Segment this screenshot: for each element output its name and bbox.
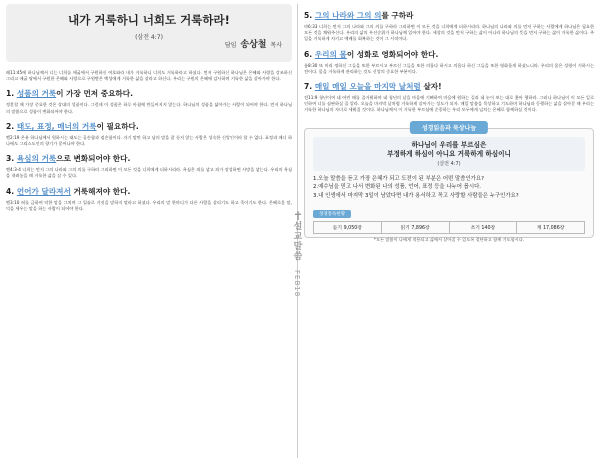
section-heading-rest: 살자! <box>420 82 442 92</box>
reading-stats-table <box>313 221 585 234</box>
verse-line-2: 부정하게 하심이 아니요 거룩하게 하심이니 <box>387 149 511 158</box>
meditation-footer: *모든 말씀이 나에게 적용되고 삶에서 살아질 수 있도록 결단하고 함께 기도합시다. <box>373 237 525 243</box>
vertical-char-2: 교 <box>293 232 303 242</box>
vertical-char-4: 씀 <box>293 252 303 262</box>
memory-verse-box <box>313 137 585 171</box>
section-highlight: 그의 나라와 그의 의 <box>314 11 382 20</box>
section-body: 벧4:3-4 너희는 먼저 그의 나라와 그의 의를 구하라 그리하면 이 모든 것을 너희에게 더하시리라. 욕심은 죄를 낳고 죄가 장성하면 사망을 낳는다. 우리의 욕심을 내려놓을 때 거룩한 삶을 살 수 있다. <box>6 167 292 179</box>
section-highlight: 우리의 몸 <box>314 49 347 59</box>
stat-write: 쓰기 140장 <box>450 222 518 233</box>
section-heading-rest: 으로 변화되어야 한다. <box>56 154 131 164</box>
section-highlight: 욕심의 거룩 <box>16 154 57 164</box>
section-highlight: 태도, 표정, 매너의 거룩 <box>16 121 97 131</box>
stat-listen: 듣기 9,050장 <box>314 222 382 233</box>
section-heading <box>304 10 594 21</box>
reading-stats-label: 성경통독현황 <box>313 210 351 218</box>
section-number: 2. <box>6 121 15 131</box>
question-item: 2.예수님을 믿고 나서 변화된 나의 성품, 언어, 표정 등을 나누어 봅시다. <box>313 184 482 191</box>
stat-total: 계 17,086장 <box>536 226 565 232</box>
question-list <box>313 175 585 201</box>
section-number: 3. <box>6 154 15 164</box>
section-heading-rest: 이 성화로 영화되어야 한다. <box>346 49 439 59</box>
section-number: 1. <box>6 89 15 99</box>
section-body: 벧3:10 혀를 금하여 악한 말을 그치며 그 입술로 거짓을 말하지 말라고 하셨다. 우리의 말 한마디가 다른 사람을 살리기도 하고 죽이기도 한다. 은혜로운 말, 덕을 세우는 말을 하는 사람이 되어야 한다. <box>6 199 292 211</box>
verse-reference: (살전 4:7) <box>437 160 461 167</box>
vertical-char-1: 설 <box>293 222 303 232</box>
section-heading-rest: 거룩해져야 한다. <box>70 186 131 196</box>
sermon-section-4 <box>6 186 292 212</box>
section-heading <box>6 186 292 197</box>
section-heading-rest: 를 구하라 <box>381 11 414 20</box>
section-heading <box>304 49 594 60</box>
section-heading-rest: 이 필요하다. <box>96 121 139 131</box>
section-heading <box>304 81 594 92</box>
sermon-section-7 <box>304 81 594 114</box>
vertical-char-3: 말 <box>293 242 303 252</box>
vertical-date: FEB18 <box>293 270 301 298</box>
section-body: 벧2:19 온유 하나님께서 원하시는 태도는 공손함과 겸손함이다. 자기 말만 하고 남의 말을 잘 듣지 않는 사람은 성숙한 신앙인이라 할 수 없다. 표정과 매너 하나에도 그리스도인의 향기가 묻어나야 한다. <box>6 134 292 147</box>
meditation-tab: 성경읽음과 묵상나눔 <box>410 121 488 134</box>
sermon-title: 내가 거룩하니 너희도 거룩하라! <box>68 13 230 27</box>
section-heading <box>6 153 292 164</box>
sermon-section-6 <box>304 49 594 75</box>
stat-read: 읽기 7,896장 <box>382 222 450 233</box>
verse-line-1: 하나님이 우리를 부르심은 <box>411 140 487 149</box>
sermon-section-3 <box>6 153 292 179</box>
section-highlight: 매일 매일 오늘을 마지막 날처럼 <box>314 82 421 92</box>
section-body: 전11:9 청년이여 네 어린 때를 즐거워하며 네 청년의 날을 마음에 기뻐하여 마음에 원하는 길과 네 눈이 보는 대로 좇아 행하라. 그러나 하나님이 이 모든 일로 인하여 너를 심판하실 줄 알라. 오늘을 마지막 날처럼 거룩하게 살아가는 성도가 되자. 매일 말씀을 묵상하고 기도하며 하나님과 동행하는 삶을 살아갈 때 우리는 거룩한 하나님의 자녀로 세워질 것이다. 하나님께서 이 거룩한 부르심에 순종하는 우리 모두에게 넘치는 은혜로 함께하실 것이다. <box>304 95 594 113</box>
section-body: 정혼할 때 가장 중요한 것은 상대의 성품이다. 그런데 이 성품은 하루 아침에 만들어지지 않는다. 하나님의 성품을 닮아가는 사람이 되어야 한다. 먼저 하나님의 말씀으로 성품이 변화되어야 한다. <box>6 102 292 114</box>
section-heading-rest: 이 가장 먼저 중요하다. <box>56 89 133 99</box>
pastor-name: 송상철 <box>240 40 267 50</box>
sermon-column <box>6 4 292 458</box>
pastor-prefix: 담임 <box>224 42 237 49</box>
pastor-credit <box>225 37 282 50</box>
sermon-title-box <box>6 4 292 62</box>
section-highlight: 언어가 달라져서 <box>16 186 71 196</box>
section-number: 5. <box>304 11 313 20</box>
sermon-section-2 <box>6 121 292 147</box>
sermon-section-1 <box>6 88 292 114</box>
section-heading <box>6 121 292 132</box>
pastor-suffix: 목사 <box>270 42 282 49</box>
question-item: 1.오늘 말씀을 듣고 가장 은혜가 되고 도전이 된 부분은 어떤 말씀인가요? <box>313 175 484 182</box>
sermon-section-5 <box>304 10 594 43</box>
section-number: 4. <box>6 186 15 196</box>
section-body: 롬8:30 또 미리 정하신 그들을 또한 부르시고 부르신 그들을 또한 의롭다 하시고 의롭다 하신 그들을 또한 영화롭게 하셨느니라. 우리의 몸은 성령이 거하시는 전이다. 몸을 거룩하게 관리하는 것도 신앙의 중요한 부분이다. <box>304 62 594 74</box>
cross-icon: ✝ <box>292 209 304 223</box>
section-number: 7. <box>304 82 313 92</box>
section-body: 마6:33 너희는 먼저 그의 나라와 그의 의를 구하라 그리하면 이 모든 것을 너희에게 더하시리라. 하나님의 나라와 의를 먼저 구하는 사람에게 하나님은 필요한 모든 것을 채워주신다. 우리의 삶의 우선순위가 하나님께 있어야 한다. 세상의 것을 먼저 구하는 삶이 아니라 하나님의 뜻을 먼저 구하는 삶이 거룩한 삶이다. 주일을 거룩하게 지키고 예배를 회복하는 것이 그 시작이다. <box>304 24 594 42</box>
question-item: 3.내 인생에서 마지막 3일이 남았다면 내가 용서하고 꼭고 사랑할 사람들은 누구인가요? <box>313 192 519 199</box>
meditation-box <box>304 124 594 243</box>
sermon-column-right <box>304 4 594 458</box>
sermon-intro: 레11:45에 하나님께서 너는 너희를 애굽에서 구원하신 여호와라 내가 거룩하니 너희도 거룩하라고 하셨다. 먼저 구원하신 하나님은 은혜와 사랑을 강조하신 그리고 애굽 땅에서 구원한 은혜와 사랑으로 구원받은 백성에게 거룩한 삶을 살라고 하신다. 우리는 구원의 은혜에 감사하며 거룩한 삶을 살아가야 한다. <box>6 70 292 82</box>
section-highlight: 성품의 거룩 <box>16 89 57 99</box>
section-number: 6. <box>304 49 313 59</box>
section-heading <box>6 88 292 99</box>
sermon-reference: (삼전 4:7) <box>135 34 163 41</box>
